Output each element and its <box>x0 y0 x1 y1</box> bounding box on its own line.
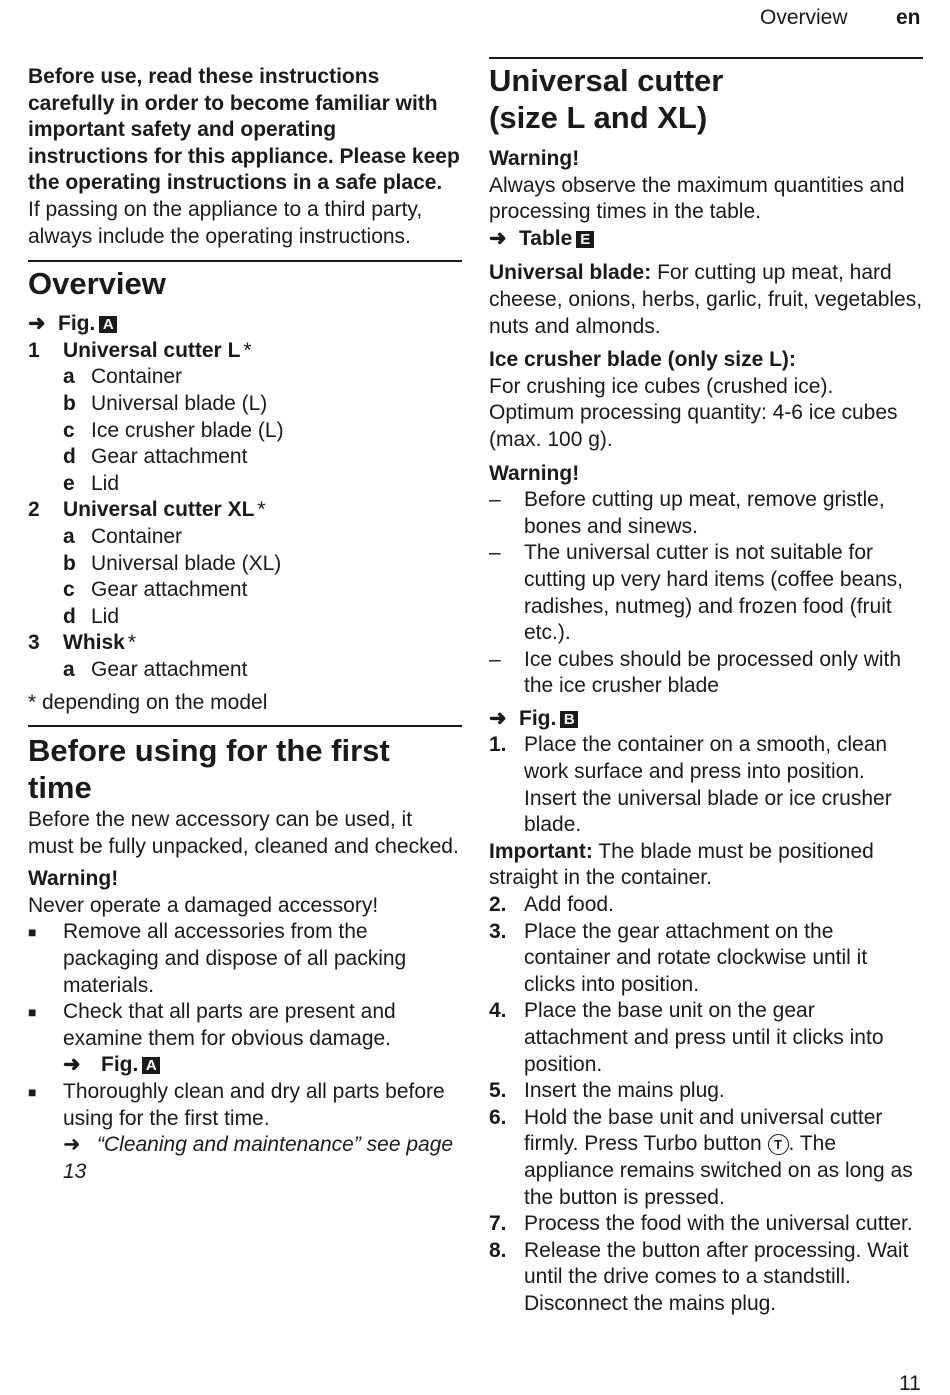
step-6: 6. Hold the base unit and universal cutter firmly. Press Turbo button T . The appliance remains switched on as long as the button is pressed. <box>489 1105 913 1209</box>
overview-item-2: 2 Universal cutter XL * a Container b Universal blade (XL) c Gear attachment d Lid <box>28 498 282 628</box>
overview-item-1: 1 Universal cutter L * a Container b Universal blade (L) c Ice crusher blade (L) d Gear attachment e Lid <box>28 338 284 495</box>
important-note: Important: The blade must be positioned straight in the container. <box>489 839 874 890</box>
step-8: 8. Release the button after processing. Wait until the drive comes to a standstill. Disconnect the mains plug. <box>489 1238 909 1315</box>
intro-text: If passing on the appliance to a third party, always include the operating instructions. <box>28 197 423 248</box>
before-heading-line1: Before using for the first <box>28 733 390 769</box>
universal-cutter-heading-line2: (size L and XL) <box>489 100 708 135</box>
list-item: ■ Remove all accessories from the packaging and dispose of all packing materials. <box>28 919 462 999</box>
warning-text: Never operate a damaged accessory! <box>28 893 379 917</box>
list-item: – The universal cutter is not suitable for cutting up very hard items (coffee beans, radishes, nutmeg) and frozen food (fruit etc.). <box>489 541 903 645</box>
item-label: Universal cutter L <box>63 338 241 362</box>
warning-text: Always observe the maximum quantities and processing times in the table. <box>489 173 905 224</box>
step-2: 2. Add food. <box>489 893 614 917</box>
turbo-button-icon: T <box>768 1134 789 1155</box>
warning-label: Warning! <box>28 867 119 891</box>
overview-fig-ref: ➜ Fig. A <box>28 311 462 338</box>
fig-ref: ➜ Fig. B <box>489 706 923 733</box>
fig-letter-badge: A <box>99 316 117 333</box>
header-section-title: Overview <box>760 6 848 29</box>
footnote: * depending on the model <box>28 691 268 715</box>
fig-letter-badge: A <box>142 1057 160 1074</box>
universal-cutter-heading-line1: Universal cutter <box>489 63 724 98</box>
arrow-right-icon: ➜ <box>489 706 507 730</box>
arrow-right-icon: ➜ <box>63 1053 81 1077</box>
cross-reference: “Cleaning and maintenance” see page 13 <box>63 1133 454 1183</box>
square-bullet-icon: ■ <box>28 1084 37 1100</box>
step-1: 1. Place the container on a smooth, clean work surface and press into position. Insert the universal blade or ice crusher blade. <box>489 733 892 837</box>
overview-item-3: 3 Whisk * a Gear attachment <box>28 631 248 681</box>
warning-label: Warning! <box>489 461 580 485</box>
arrow-right-icon: ➜ <box>489 226 507 250</box>
overview-heading: Overview <box>28 266 166 302</box>
left-column <box>28 0 462 1185</box>
warning-label: Warning! <box>489 147 580 170</box>
step-5: 5. Insert the mains plug. <box>489 1079 725 1103</box>
step-7: 7. Process the food with the universal cutter. <box>489 1212 913 1236</box>
step-4: 4. Place the base unit on the gear attachment and press until it clicks into position. <box>489 999 884 1076</box>
universal-blade-desc: Universal blade: For cutting up meat, hard cheese, onions, herbs, garlic, fruit, vegetables, nuts and almonds. <box>489 261 923 338</box>
list-item: ■ Check that all parts are present and examine them for obvious damage. ➜ Fig. A <box>28 999 462 1079</box>
item-label: Whisk <box>63 631 125 655</box>
ice-crusher-label: Ice crusher blade (only size L): <box>489 348 796 372</box>
step-3: 3. Place the gear attachment on the container and rotate clockwise until it clicks into position. <box>489 919 868 996</box>
arrow-right-icon: ➜ <box>28 312 46 336</box>
list-item: – Ice cubes should be processed only with the ice crusher blade <box>489 647 902 698</box>
header-language: en <box>896 6 921 29</box>
page-number: 11 <box>899 1372 921 1395</box>
table-ref: ➜ Table E <box>489 226 923 253</box>
item-label: Universal cutter XL <box>63 498 255 522</box>
right-column <box>489 0 923 1318</box>
list-item: – Before cutting up meat, remove gristle, bones and sinews. <box>489 488 885 538</box>
square-bullet-icon: ■ <box>28 1004 37 1021</box>
arrow-right-icon: ➜ <box>63 1133 81 1157</box>
intro-bold: Before use, read these instructions carefully in order to become familiar with important safety and operating instructions for this appliance. Please keep the operating instructions in a safe place. <box>28 65 460 195</box>
fig-letter-badge: B <box>560 711 578 728</box>
before-heading-line2: time <box>28 770 92 806</box>
before-intro: Before the new accessory can be used, it must be fully unpacked, cleaned and checked. <box>28 808 459 858</box>
table-letter-badge: E <box>576 231 594 248</box>
square-bullet-icon: ■ <box>28 924 37 941</box>
list-item: ■ Thoroughly clean and dry all parts before using for the first time. ➜ “Cleaning and maintenance” see page 13 <box>28 1079 462 1185</box>
ice-crusher-text: For crushing ice cubes (crushed ice). Optimum processing quantity: 4-6 ice cubes (max. 100 g). <box>489 374 898 451</box>
